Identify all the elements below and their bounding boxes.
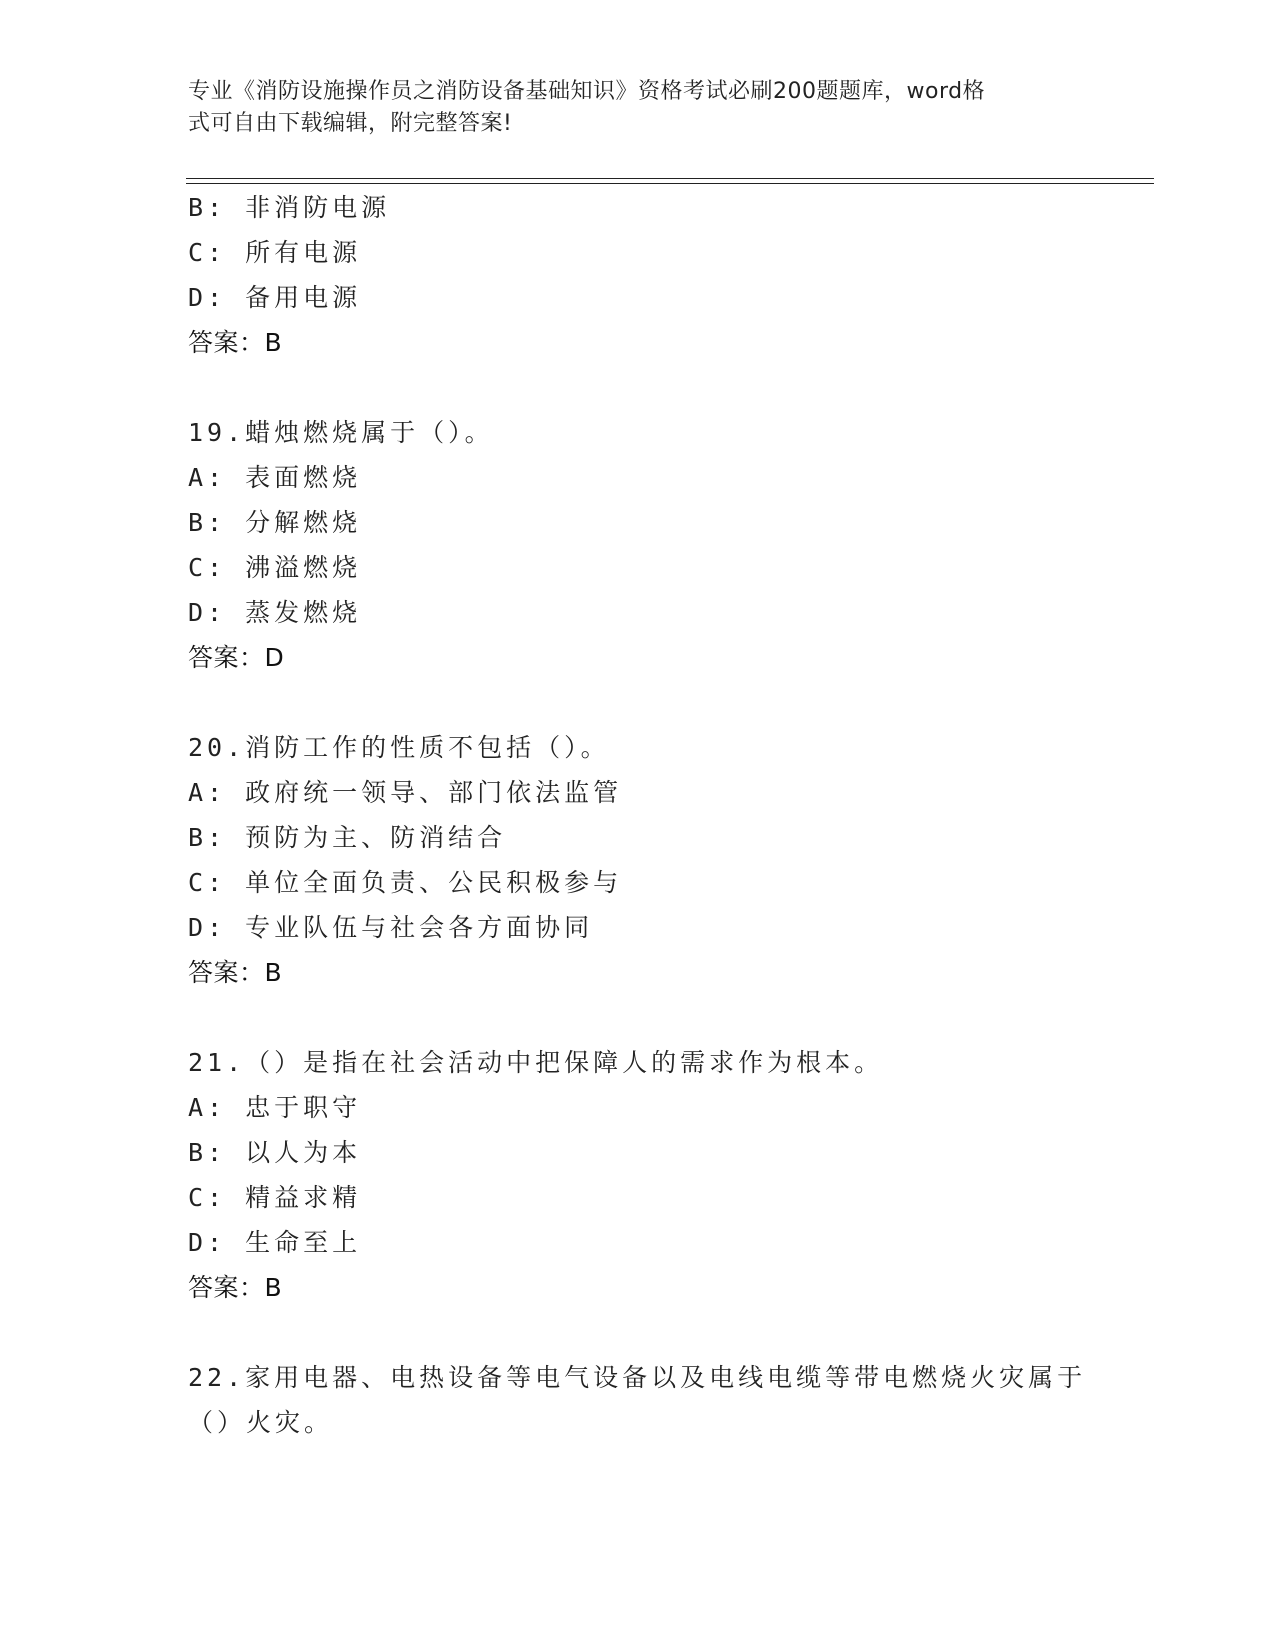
q19-option-c: C: 沸溢燃烧	[188, 553, 362, 582]
q21-option-a: A: 忠于职守	[188, 1093, 362, 1122]
q19-option-d: D: 蒸发燃烧	[188, 598, 362, 627]
header-line-1: 专业《消防设施操作员之消防设备基础知识》资格考试必刷200题题库，word格	[188, 79, 986, 104]
q22-question-line-2: （）火灾。	[188, 1408, 334, 1437]
q20-option-c: C: 单位全面负责、公民积极参与	[188, 868, 623, 897]
q20-option-a: A: 政府统一领导、部门依法监管	[188, 778, 623, 807]
q21-option-b: B: 以人为本	[188, 1138, 362, 1167]
q19-question: 19.蜡烛燃烧属于（）。	[188, 418, 494, 447]
q20-question: 20.消防工作的性质不包括（）。	[188, 733, 610, 762]
q18-option-c: C: 所有电源	[188, 238, 362, 267]
q21-option-d: D: 生命至上	[188, 1228, 362, 1257]
q18-answer: 答案：B	[188, 328, 283, 357]
header-divider-bottom	[186, 183, 1154, 184]
document-header	[188, 76, 1068, 140]
q20-answer: 答案：B	[188, 958, 283, 987]
q19-option-b: B: 分解燃烧	[188, 508, 362, 537]
q19-option-a: A: 表面燃烧	[188, 463, 362, 492]
q20-option-d: D: 专业队伍与社会各方面协同	[188, 913, 594, 942]
q21-question: 21.（）是指在社会活动中把保障人的需求作为根本。	[188, 1048, 884, 1077]
q18-option-b: B: 非消防电源	[188, 193, 391, 222]
q20-option-b: B: 预防为主、防消结合	[188, 823, 507, 852]
header-line-2: 式可自由下载编辑，附完整答案!	[188, 111, 513, 136]
q22-question-line-1: 22.家用电器、电热设备等电气设备以及电线电缆等带电燃烧火灾属于	[188, 1363, 1087, 1392]
q21-option-c: C: 精益求精	[188, 1183, 362, 1212]
q21-answer: 答案：B	[188, 1273, 283, 1302]
q18-option-d: D: 备用电源	[188, 283, 362, 312]
header-divider-top	[186, 178, 1154, 179]
q19-answer: 答案：D	[188, 643, 285, 672]
